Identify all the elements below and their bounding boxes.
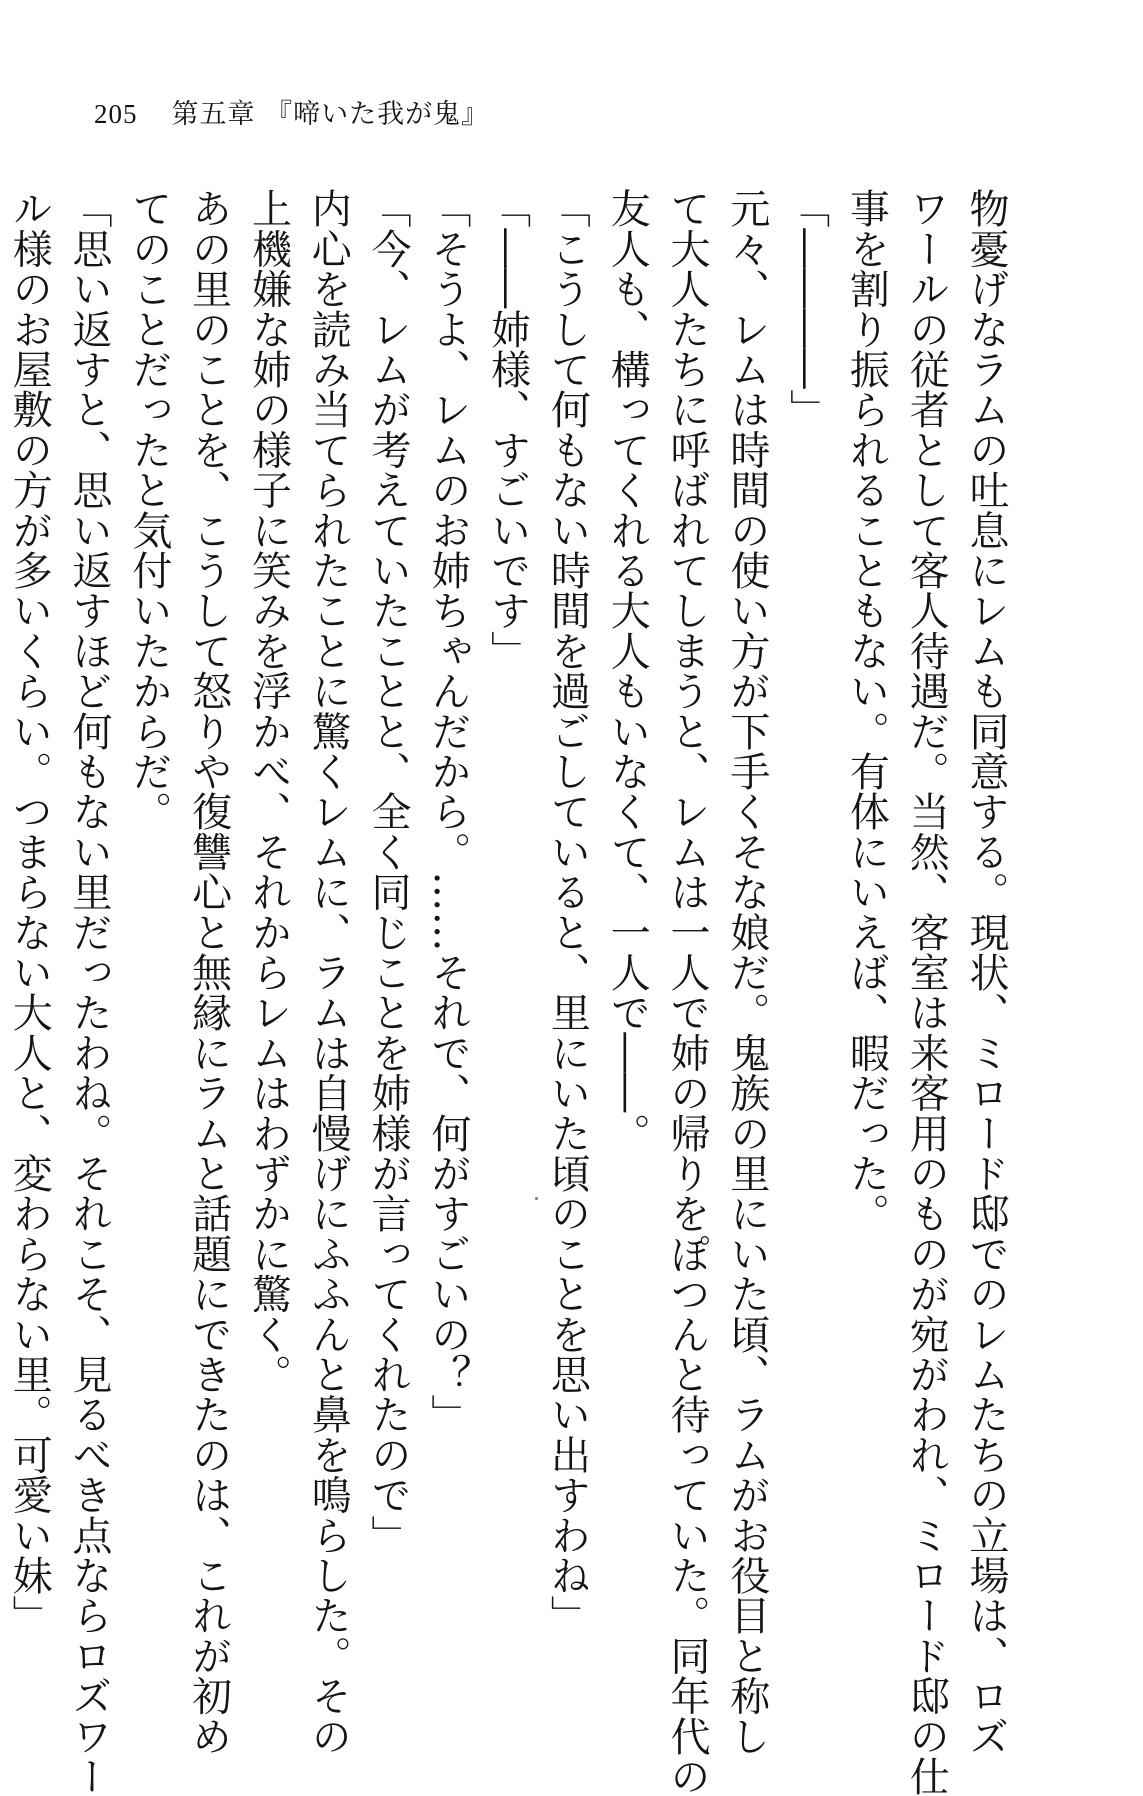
text-line: 「そうよ、レムのお姉ちゃんだから。……それで、何がすごいの？」 [424, 188, 471, 1435]
text-line: 事を割り振られることもない。有体にいえば、暇だった。 [843, 188, 890, 1234]
scan-speck [535, 1197, 538, 1200]
text-line: 「――姉様、すごいです」 [484, 188, 531, 671]
text-line: ワールの従者として客人待遇だ。当然、客室は来客用のものが宛がわれ、ミロード邸の仕 [903, 188, 950, 1796]
text-line: 友人も、構ってくれる大人もいなくて、一人で――。 [604, 188, 651, 1153]
text-line: ル様のお屋敷の方が多いくらい。つまらない大人と、変わらない里。可愛い妹」 [6, 188, 53, 1636]
page-number: 205 [94, 99, 138, 129]
text-line: あの里のことを、こうして怒りや復讐心と無縁にラムと話題にできたのは、これが初め [185, 188, 232, 1756]
text-line: て大人たちに呼ばれてしまうと、レムは一人で姉の帰りをぽつんと待っていた。同年代の [664, 188, 711, 1796]
text-line: 「――――」 [783, 188, 830, 430]
text-line: 物憂げなラムの吐息にレムも同意する。現状、ミロード邸でのレムたちの立場は、ロズ [963, 188, 1009, 1756]
chapter-title: 第五章 『啼いた我が鬼』 [171, 99, 490, 130]
text-line: 上機嫌な姉の様子に笑みを浮かべ、それからレムはわずかに驚く。 [245, 188, 292, 1394]
running-header [94, 92, 489, 132]
text-line: 「今、レムが考えていたことと、全く同じことを姉様が言ってくれたので」 [365, 188, 412, 1555]
text-line: てのことだったと気付いたからだ。 [125, 188, 172, 832]
body-text [6, 188, 1015, 1796]
text-line: 元々、レムは時間の使い方が下手くそな娘だ。鬼族の里にいた頃、ラムがお役目と称し [723, 188, 770, 1756]
text-line: 「思い返すと、思い返すほど何もない里だったわね。それこそ、見るべき点ならロズワー [66, 188, 113, 1796]
text-line: 「こうして何もない時間を過ごしていると、里にいた頃のことを思い出すわね」 [544, 188, 591, 1636]
text-line: 内心を読み当てられたことに驚くレムに、ラムは自慢げにふふんと鼻を鳴らした。その [305, 188, 352, 1756]
